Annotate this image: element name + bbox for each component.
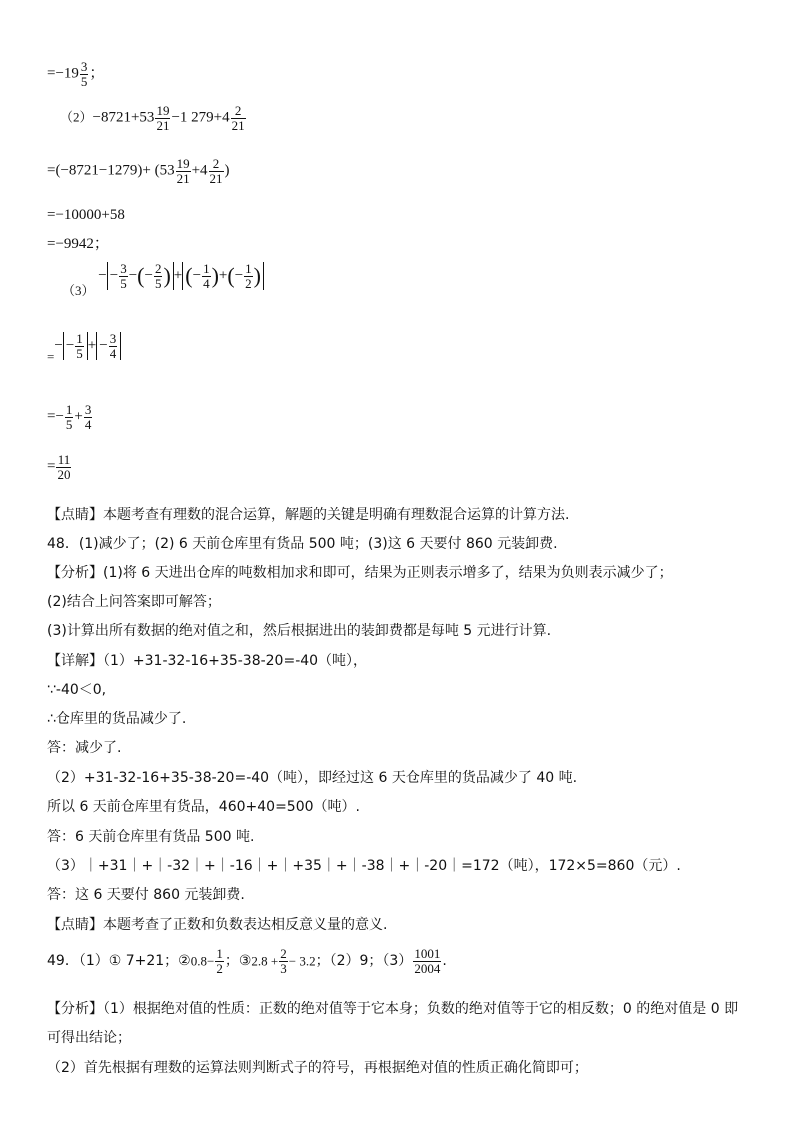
fraction — [119, 262, 128, 290]
analysis-line: （2）首先根据有理数的运算法则判断式子的符号，再根据绝对值的性质正确化简即可； — [47, 1060, 588, 1076]
numerator: 3 — [109, 331, 117, 346]
absolute-value: (− $\frac{1}{4}$ )+(− $\frac{1}{2}$ ) — [182, 262, 264, 290]
expr-text: +4 — [191, 162, 208, 179]
denominator: 21 — [209, 170, 223, 186]
fraction — [231, 104, 246, 132]
fraction — [75, 332, 84, 360]
numerator: 11 — [57, 452, 71, 467]
numerator: 1 — [76, 331, 83, 346]
numerator: 2 — [280, 946, 287, 961]
denominator: 5 — [76, 345, 83, 361]
numerator: 1 — [203, 261, 210, 276]
fraction — [56, 453, 71, 481]
expr-text: 49．（1）① 7+21；② — [47, 953, 191, 970]
line-problem-3: （3） − − $\frac{3}{5}$ −(− $\frac{2}{5}$ ) + (− $\frac{1}{4}$ )+(− $\frac{1}{2}$ ) — [62, 262, 264, 290]
numerator: 1 — [245, 261, 252, 276]
expr-text: + — [74, 408, 83, 425]
equals-sign: = — [47, 348, 55, 364]
numerator: 19 — [156, 103, 170, 118]
denominator: 21 — [176, 170, 190, 186]
expr-text: ；③ — [224, 953, 252, 970]
comment-paragraph: 【点睛】本题考查有理数的混合运算，解题的关键是明确有理数混合运算的计算方法. — [47, 507, 570, 523]
denominator: 2 — [245, 275, 252, 291]
expr-text: . — [442, 953, 447, 970]
line-step-3 — [47, 157, 230, 185]
fraction — [279, 947, 288, 975]
denominator: 21 — [156, 117, 170, 133]
line-result-1 — [47, 60, 104, 88]
fraction — [155, 104, 170, 132]
line-step-5: =−9942； — [47, 236, 109, 252]
fraction — [84, 403, 93, 431]
line-step-7: =− − $\frac{1}{5}$ + − $\frac{3}{4}$ — [47, 332, 121, 360]
expr-text: −1 279+4 — [171, 109, 230, 126]
denominator: 2004 — [414, 960, 441, 976]
fraction — [80, 60, 89, 88]
absolute-value: − $\frac{3}{5}$ −(− $\frac{2}{5}$ ) — [107, 262, 174, 290]
detail-line: ∴仓库里的货品减少了. — [47, 711, 187, 727]
expr-text: ；（2）9；（3） — [315, 953, 413, 970]
absolute-value: − $\frac{3}{4}$ — [96, 332, 121, 360]
equals-sign: = — [47, 458, 56, 475]
numerator: 3 — [84, 402, 92, 417]
denominator: 5 — [120, 275, 127, 291]
fraction — [65, 403, 74, 431]
detail-line: ∵-40＜0, — [47, 682, 107, 698]
analysis-line: (2)结合上问答案即可解答； — [47, 594, 221, 610]
detail-line: （3）｜+31｜+｜-32｜+｜-16｜+｜+35｜+｜-38｜+｜-20｜=172（吨），172×5=860（元）. — [47, 858, 681, 874]
denominator: 4 — [109, 345, 117, 361]
denominator: 20 — [57, 466, 71, 482]
expr-text: ) — [224, 162, 230, 179]
denominator: 2 — [216, 960, 223, 976]
line-step-8 — [47, 403, 93, 431]
answer-line: 答：这 6 天要付 860 元装卸费. — [47, 887, 245, 903]
numerator: 1 — [216, 946, 223, 961]
answer-line: 答：减少了. — [47, 740, 122, 756]
denominator: 4 — [84, 416, 92, 432]
expr-text: − 3.2 — [288, 953, 316, 969]
numerator: 2 — [212, 156, 220, 171]
expr-text: =(−8721−1279)+ (53 — [47, 162, 175, 179]
fraction — [176, 157, 191, 185]
answer-48: 48．(1)减少了；(2) 6 天前仓库里有货品 500 吨；(3)这 6 天要付 860 元装卸费. — [47, 536, 558, 552]
fraction — [109, 332, 118, 360]
numerator: 19 — [176, 156, 190, 171]
expr-text: ； — [89, 65, 105, 82]
numerator: 1 — [65, 402, 73, 417]
analysis-line: (3)计算出所有数据的绝对值之和，然后根据进出的装卸费都是每吨 5 元进行计算. — [47, 623, 552, 639]
fraction — [209, 157, 224, 185]
expr-text: =−19 — [47, 65, 79, 82]
denominator: 5 — [154, 275, 162, 291]
denominator: 4 — [203, 275, 210, 291]
analysis-line: 可得出结论； — [47, 1030, 131, 1046]
line-step-4: =−10000+58 — [47, 207, 125, 223]
fraction — [202, 262, 211, 290]
answer-49 — [47, 947, 447, 975]
detail-paragraph: 【详解】（1）+31-32-16+35-38-20=-40（吨）， — [47, 653, 368, 669]
analysis-paragraph: 【分析】(1)将 6 天进出仓库的吨数相加求和即可，结果为正则表示增多了，结果为负则表示减少了； — [47, 565, 673, 581]
denominator: 5 — [80, 73, 88, 89]
fraction — [413, 947, 441, 975]
expr-text: −8721+53 — [92, 109, 155, 126]
analysis-paragraph: 【分析】（1）根据绝对值的性质：正数的绝对值等于它本身；负数的绝对值等于它的相反数；0 的绝对值是 0 即 — [47, 1001, 739, 1017]
denominator: 21 — [231, 117, 245, 133]
line-result-9 — [47, 453, 72, 481]
numerator: 1001 — [414, 946, 441, 961]
numerator: 3 — [120, 261, 127, 276]
detail-line: （2）+31-32-16+35-38-20=-40（吨），即经过这 6 天仓库里的货品减少了 40 吨. — [47, 770, 578, 786]
detail-line: 所以 6 天前仓库里有货品，460+40=500（吨）. — [47, 799, 360, 815]
numerator: 3 — [80, 59, 88, 74]
item-label: （2） — [60, 109, 93, 125]
absolute-value: − $\frac{1}{5}$ — [63, 332, 88, 360]
fraction — [215, 947, 224, 975]
item-label: （3） — [62, 282, 95, 298]
expr-text: 2.8 + — [251, 953, 279, 969]
fraction — [244, 262, 253, 290]
denominator: 3 — [280, 960, 287, 976]
numerator: 2 — [234, 103, 242, 118]
denominator: 5 — [65, 416, 73, 432]
expr-text: =− — [47, 408, 64, 425]
answer-line: 答：6 天前仓库里有货品 500 吨. — [47, 829, 255, 845]
comment-paragraph: 【点睛】本题考查了正数和负数表达相反意义量的意义. — [47, 917, 388, 933]
numerator: 2 — [154, 261, 162, 276]
fraction — [154, 262, 163, 290]
line-problem-2 — [60, 104, 247, 132]
expr-text: 0.8− — [190, 953, 215, 969]
